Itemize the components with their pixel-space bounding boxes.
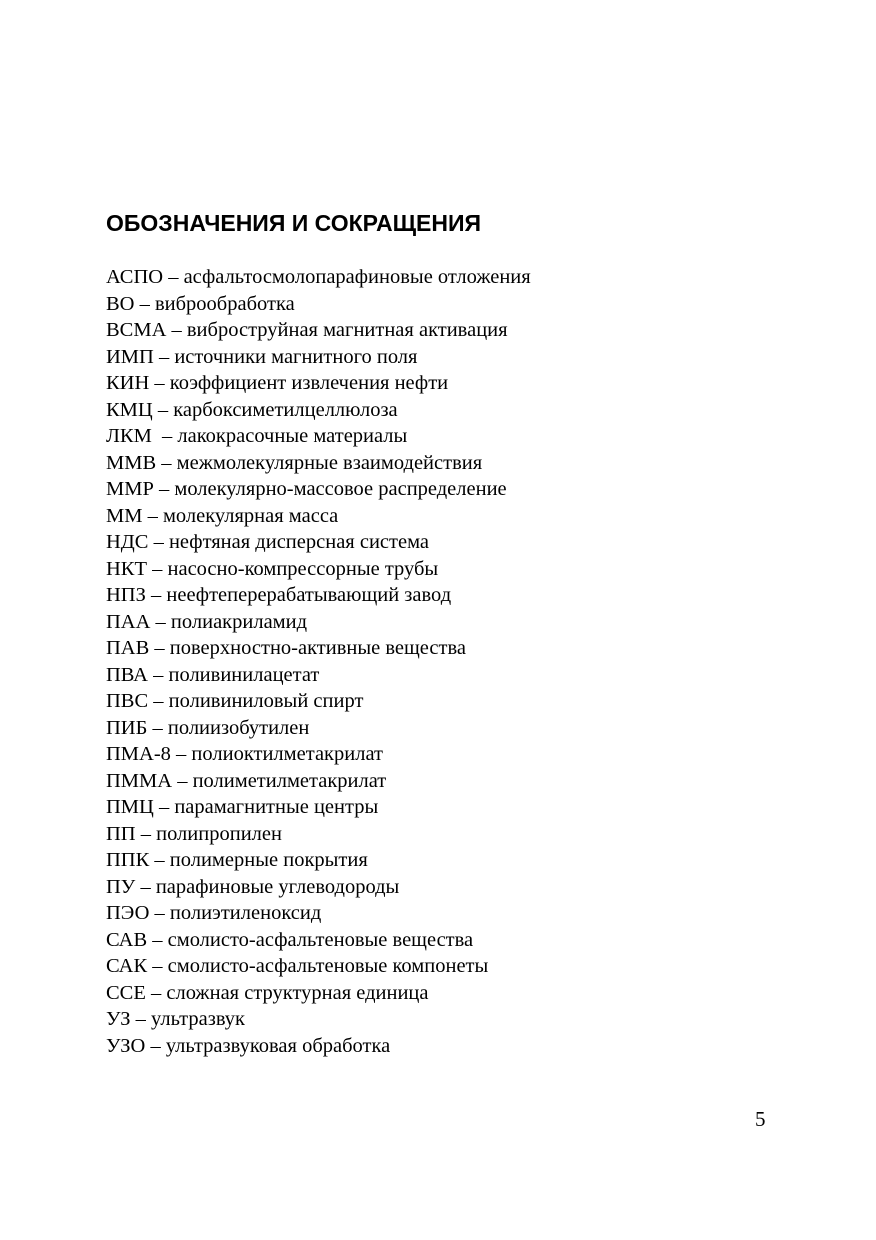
abbreviation-list: [106, 264, 531, 1059]
list-item: НПЗ – неефтеперерабатывающий завод: [106, 584, 452, 606]
list-item: ВО – виброобработка: [106, 292, 295, 315]
list-item: АСПО – асфальтосмолопарафиновые отложения: [106, 266, 531, 288]
list-item: ПИБ – полиизобутилен: [106, 716, 310, 739]
list-item: ППК – полимерные покрытия: [106, 849, 368, 871]
list-item: ЛКМ – лакокрасочные материалы: [106, 425, 408, 447]
list-item: ПАВ – поверхностно-активные вещества: [106, 637, 466, 659]
list-item: ПП – полипропилен: [106, 822, 282, 845]
list-item: ПММА – полиметилметакрилат: [106, 769, 387, 792]
list-item: ПЭО – полиэтиленоксид: [106, 902, 322, 924]
list-item: ММ – молекулярная масса: [106, 504, 339, 527]
list-item: КМЦ – карбоксиметилцеллюлоза: [106, 398, 398, 421]
list-item: ПВС – поливиниловый спирт: [106, 690, 364, 712]
list-item: НДС – нефтяная дисперсная система: [106, 531, 430, 553]
list-item: ПМА-8 – полиоктилметакрилат: [106, 743, 383, 765]
list-item: УЗО – ультразвуковая обработка: [106, 1034, 391, 1057]
list-item: ПМЦ – парамагнитные центры: [106, 796, 379, 818]
list-item: ССЕ – сложная структурная единица: [106, 981, 429, 1004]
list-item: ММВ – межмолекулярные взаимодействия: [106, 451, 483, 474]
list-item: САК – смолисто-асфальтеновые компонеты: [106, 955, 489, 977]
list-item: ПАА – полиакриламид: [106, 610, 308, 633]
list-item: КИН – коэффициент извлечения нефти: [106, 372, 449, 394]
page-number: 5: [755, 1107, 766, 1131]
list-item: САВ – смолисто-асфальтеновые вещества: [106, 928, 474, 951]
list-item: ПУ – парафиновые углеводороды: [106, 875, 400, 898]
list-item: ПВА – поливинилацетат: [106, 663, 320, 686]
page-title: ОБОЗНАЧЕНИЯ И СОКРАЩЕНИЯ: [106, 210, 482, 236]
list-item: УЗ – ультразвук: [106, 1008, 246, 1030]
list-item: ММР – молекулярно-массовое распределение: [106, 478, 507, 500]
list-item: ИМП – источники магнитного поля: [106, 345, 418, 368]
list-item: НКТ – насосно-компрессорные трубы: [106, 557, 439, 580]
list-item: ВСМА – виброструйная магнитная активация: [106, 319, 508, 341]
